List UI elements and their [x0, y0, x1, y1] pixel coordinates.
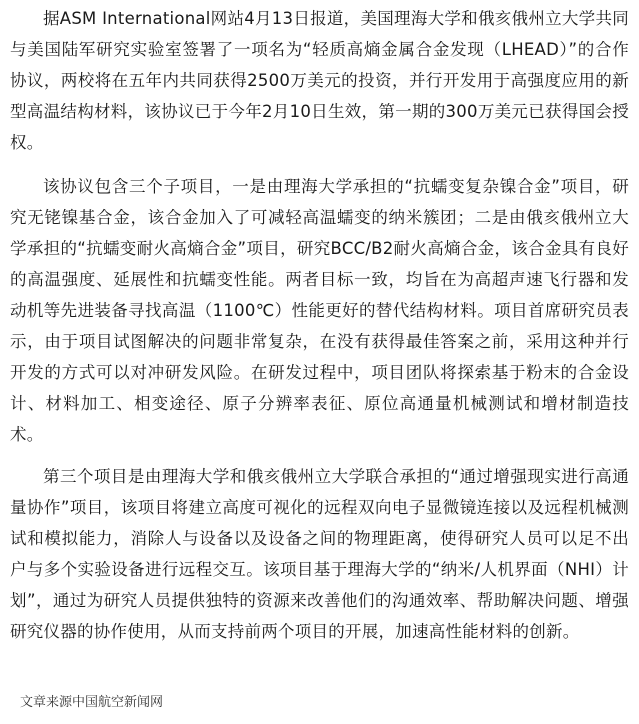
paragraph-1: 据ASM International网站4月13日报道，美国理海大学和俄亥俄州立大学共同与美国陆军研究实验室签署了一项名为“轻质高熵金属合金发现（LHEAD）”的合作协议，两校将在五年内共同获得2500万美元的投资，并行开发用于高强度应用的新型高温结构材料，该协议已于今年2月10日生效，第一期的300万美元已获得国会授权。: [10, 9, 629, 152]
paragraph-3: 第三个项目是由理海大学和俄亥俄州立大学联合承担的“通过增强现实进行高通量协作”项目，该项目将建立高度可视化的远程双向电子显微镜连接以及远程机械测试和模拟能力，消除人与设备以及设备之间的物理距离，使得研究人员可以足不出户与多个实验设备进行远程交互。该项目基于理海大学的“纳米/人机界面（NHI）计划”，通过为研究人员提供独特的资源来改善他们的沟通效率、帮助解决问题、增强研究仪器的协作使用，从而支持前两个项目的开展，加速高性能材料的创新。: [10, 467, 629, 641]
article-source: 文章来源中国航空新闻网: [20, 695, 164, 710]
paragraph-2: 该协议包含三个子项目，一是由理海大学承担的“抗蠕变复杂镍合金”项目，研究无铑镍基合金，该合金加入了可减轻高温蠕变的纳米簇团；二是由俄亥俄州立大学承担的“抗蠕变耐火高熵合金”项目，研究BCC/B2耐火高熵合金，该合金具有良好的高温强度、延展性和抗蠕变性能。两者目标一致，均旨在为高超声速飞行器和发动机等先进装备寻找高温（1100℃）性能更好的替代结构材料。项目首席研究员表示，由于项目试图解决的问题非常复杂，在没有获得最佳答案之前，采用这种并行开发的方式可以对冲研发风险。在研发过程中，项目团队将探索基于粉末的合金设计、材料加工、相变途径、原子分辨率表征、原位高通量机械测试和增材制造技术。: [10, 177, 629, 444]
